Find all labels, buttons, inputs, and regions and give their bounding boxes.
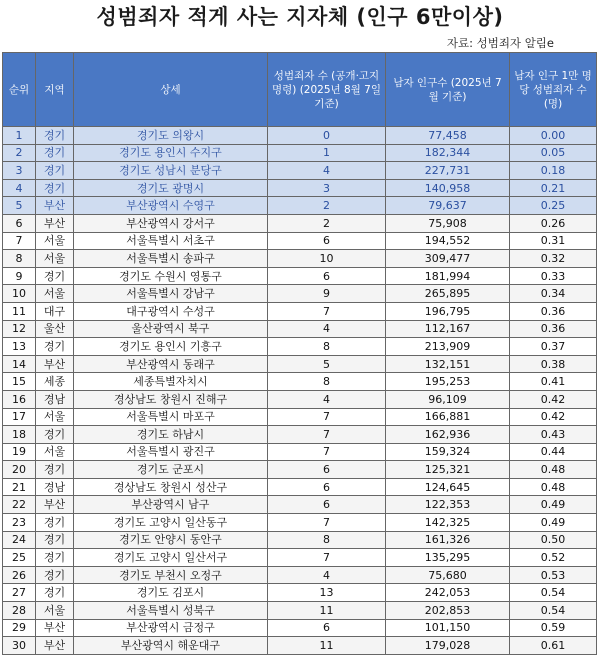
cell-per-10k: 0.48 — [510, 478, 597, 496]
cell-male-population: 309,477 — [386, 250, 510, 268]
cell-detail: 경기도 고양시 일산서구 — [74, 549, 268, 567]
cell-male-population: 159,324 — [386, 443, 510, 461]
cell-male-population: 195,253 — [386, 373, 510, 391]
cell-male-population: 75,680 — [386, 566, 510, 584]
cell-rank: 30 — [3, 637, 36, 655]
cell-region: 경기 — [36, 267, 74, 285]
cell-male-population: 96,109 — [386, 390, 510, 408]
cell-detail: 경상남도 창원시 진해구 — [74, 390, 268, 408]
cell-region: 부산 — [36, 619, 74, 637]
cell-detail: 경기도 김포시 — [74, 584, 268, 602]
cell-offenders: 9 — [268, 285, 386, 303]
page-title: 성범죄자 적게 사는 지자체 (인구 6만이상) — [96, 5, 504, 29]
cell-region: 부산 — [36, 355, 74, 373]
header-offenders: 성범죄자 수 (공개·고지 명령) (2025년 8월 7일 기준) — [268, 53, 386, 127]
cell-male-population: 101,150 — [386, 619, 510, 637]
cell-offenders: 8 — [268, 373, 386, 391]
table-row — [3, 197, 597, 215]
cell-offenders: 6 — [268, 619, 386, 637]
cell-rank: 8 — [3, 250, 36, 268]
cell-detail: 경기도 안양시 동안구 — [74, 531, 268, 549]
cell-rank: 12 — [3, 320, 36, 338]
cell-rank: 14 — [3, 355, 36, 373]
cell-male-population: 122,353 — [386, 496, 510, 514]
cell-detail: 서울특별시 성북구 — [74, 602, 268, 620]
cell-offenders: 7 — [268, 549, 386, 567]
cell-rank: 21 — [3, 478, 36, 496]
cell-rank: 11 — [3, 302, 36, 320]
cell-offenders: 6 — [268, 496, 386, 514]
cell-per-10k: 0.18 — [510, 162, 597, 180]
cell-detail: 경기도 용인시 수지구 — [74, 144, 268, 162]
header-per-10k: 남자 인구 1만 명 당 성범죄자 수 (명) — [510, 53, 597, 127]
table-row — [3, 426, 597, 444]
header-detail: 상세 — [74, 53, 268, 127]
cell-region: 경기 — [36, 461, 74, 479]
cell-offenders: 8 — [268, 531, 386, 549]
cell-per-10k: 0.50 — [510, 531, 597, 549]
cell-detail: 경기도 의왕시 — [74, 127, 268, 145]
cell-detail: 대구광역시 수성구 — [74, 302, 268, 320]
cell-per-10k: 0.52 — [510, 549, 597, 567]
cell-per-10k: 0.54 — [510, 602, 597, 620]
table-row — [3, 514, 597, 532]
cell-detail: 서울특별시 마포구 — [74, 408, 268, 426]
cell-rank: 16 — [3, 390, 36, 408]
cell-region: 대구 — [36, 302, 74, 320]
cell-per-10k: 0.54 — [510, 584, 597, 602]
cell-rank: 6 — [3, 214, 36, 232]
cell-detail: 경상남도 창원시 성산구 — [74, 478, 268, 496]
table-row — [3, 355, 597, 373]
header-row — [3, 53, 597, 127]
cell-offenders: 2 — [268, 214, 386, 232]
cell-detail: 울산광역시 북구 — [74, 320, 268, 338]
cell-per-10k: 0.21 — [510, 179, 597, 197]
cell-offenders: 4 — [268, 566, 386, 584]
cell-detail: 경기도 용인시 기흥구 — [74, 338, 268, 356]
cell-male-population: 125,321 — [386, 461, 510, 479]
table-row — [3, 320, 597, 338]
table-row — [3, 338, 597, 356]
table-row — [3, 619, 597, 637]
table-row — [3, 144, 597, 162]
cell-offenders: 6 — [268, 461, 386, 479]
cell-detail: 부산광역시 동래구 — [74, 355, 268, 373]
cell-rank: 1 — [3, 127, 36, 145]
cell-region: 부산 — [36, 214, 74, 232]
cell-male-population: 181,994 — [386, 267, 510, 285]
cell-detail: 경기도 하남시 — [74, 426, 268, 444]
cell-region: 경남 — [36, 478, 74, 496]
cell-region: 경기 — [36, 162, 74, 180]
cell-region: 서울 — [36, 250, 74, 268]
table-row — [3, 285, 597, 303]
cell-region: 경기 — [36, 179, 74, 197]
cell-male-population: 227,731 — [386, 162, 510, 180]
cell-rank: 2 — [3, 144, 36, 162]
cell-per-10k: 0.49 — [510, 514, 597, 532]
table-row — [3, 496, 597, 514]
cell-per-10k: 0.36 — [510, 302, 597, 320]
cell-male-population: 77,458 — [386, 127, 510, 145]
cell-offenders: 7 — [268, 302, 386, 320]
cell-region: 경기 — [36, 566, 74, 584]
cell-rank: 28 — [3, 602, 36, 620]
cell-male-population: 196,795 — [386, 302, 510, 320]
table-row — [3, 267, 597, 285]
table-row — [3, 179, 597, 197]
cell-rank: 25 — [3, 549, 36, 567]
cell-male-population: 194,552 — [386, 232, 510, 250]
cell-per-10k: 0.31 — [510, 232, 597, 250]
cell-male-population: 135,295 — [386, 549, 510, 567]
cell-region: 서울 — [36, 285, 74, 303]
cell-region: 서울 — [36, 443, 74, 461]
cell-offenders: 1 — [268, 144, 386, 162]
table-header — [3, 53, 597, 127]
cell-per-10k: 0.37 — [510, 338, 597, 356]
cell-rank: 29 — [3, 619, 36, 637]
cell-rank: 19 — [3, 443, 36, 461]
cell-rank: 7 — [3, 232, 36, 250]
cell-male-population: 75,908 — [386, 214, 510, 232]
cell-male-population: 162,936 — [386, 426, 510, 444]
cell-detail: 경기도 광명시 — [74, 179, 268, 197]
table-row — [3, 461, 597, 479]
cell-region: 경기 — [36, 144, 74, 162]
cell-offenders: 6 — [268, 232, 386, 250]
cell-offenders: 0 — [268, 127, 386, 145]
cell-per-10k: 0.49 — [510, 496, 597, 514]
cell-per-10k: 0.48 — [510, 461, 597, 479]
cell-rank: 27 — [3, 584, 36, 602]
cell-region: 부산 — [36, 197, 74, 215]
cell-per-10k: 0.05 — [510, 144, 597, 162]
cell-male-population: 142,325 — [386, 514, 510, 532]
cell-male-population: 140,958 — [386, 179, 510, 197]
cell-offenders: 2 — [268, 197, 386, 215]
cell-offenders: 13 — [268, 584, 386, 602]
cell-rank: 13 — [3, 338, 36, 356]
source-note: 자료: 성범죄자 알림e — [446, 36, 554, 50]
cell-detail: 부산광역시 수영구 — [74, 197, 268, 215]
table-row — [3, 408, 597, 426]
cell-offenders: 8 — [268, 338, 386, 356]
cell-offenders: 4 — [268, 320, 386, 338]
cell-detail: 부산광역시 해운대구 — [74, 637, 268, 655]
cell-offenders: 6 — [268, 267, 386, 285]
cell-offenders: 11 — [268, 602, 386, 620]
table-row — [3, 478, 597, 496]
cell-male-population: 202,853 — [386, 602, 510, 620]
cell-offenders: 7 — [268, 514, 386, 532]
table-row — [3, 566, 597, 584]
cell-region: 부산 — [36, 637, 74, 655]
table-row — [3, 250, 597, 268]
table-row — [3, 232, 597, 250]
cell-per-10k: 0.59 — [510, 619, 597, 637]
cell-offenders: 5 — [268, 355, 386, 373]
cell-rank: 20 — [3, 461, 36, 479]
cell-offenders: 7 — [268, 426, 386, 444]
cell-region: 울산 — [36, 320, 74, 338]
cell-detail: 경기도 고양시 일산동구 — [74, 514, 268, 532]
cell-rank: 18 — [3, 426, 36, 444]
table-row — [3, 162, 597, 180]
table-row — [3, 584, 597, 602]
cell-rank: 24 — [3, 531, 36, 549]
table-row — [3, 390, 597, 408]
cell-offenders: 7 — [268, 408, 386, 426]
cell-detail: 부산광역시 금정구 — [74, 619, 268, 637]
cell-rank: 26 — [3, 566, 36, 584]
cell-detail: 경기도 성남시 분당구 — [74, 162, 268, 180]
cell-offenders: 6 — [268, 478, 386, 496]
cell-per-10k: 0.61 — [510, 637, 597, 655]
cell-offenders: 11 — [268, 637, 386, 655]
cell-per-10k: 0.32 — [510, 250, 597, 268]
cell-detail: 서울특별시 서초구 — [74, 232, 268, 250]
table-row — [3, 549, 597, 567]
ranking-table — [2, 52, 597, 655]
cell-detail: 서울특별시 송파구 — [74, 250, 268, 268]
cell-male-population: 112,167 — [386, 320, 510, 338]
cell-male-population: 213,909 — [386, 338, 510, 356]
cell-per-10k: 0.43 — [510, 426, 597, 444]
cell-male-population: 132,151 — [386, 355, 510, 373]
cell-per-10k: 0.41 — [510, 373, 597, 391]
cell-per-10k: 0.42 — [510, 390, 597, 408]
cell-region: 경기 — [36, 127, 74, 145]
cell-male-population: 182,344 — [386, 144, 510, 162]
cell-region: 경기 — [36, 549, 74, 567]
cell-rank: 9 — [3, 267, 36, 285]
cell-detail: 서울특별시 광진구 — [74, 443, 268, 461]
header-region: 지역 — [36, 53, 74, 127]
table-row — [3, 531, 597, 549]
cell-rank: 15 — [3, 373, 36, 391]
table-row — [3, 302, 597, 320]
cell-male-population: 79,637 — [386, 197, 510, 215]
cell-offenders: 3 — [268, 179, 386, 197]
cell-per-10k: 0.53 — [510, 566, 597, 584]
cell-per-10k: 0.36 — [510, 320, 597, 338]
cell-rank: 3 — [3, 162, 36, 180]
table-row — [3, 443, 597, 461]
table-row — [3, 637, 597, 655]
cell-rank: 5 — [3, 197, 36, 215]
cell-region: 세종 — [36, 373, 74, 391]
cell-rank: 22 — [3, 496, 36, 514]
cell-detail: 서울특별시 강남구 — [74, 285, 268, 303]
cell-offenders: 10 — [268, 250, 386, 268]
cell-per-10k: 0.26 — [510, 214, 597, 232]
cell-region: 경기 — [36, 426, 74, 444]
cell-detail: 경기도 부천시 오정구 — [74, 566, 268, 584]
cell-region: 경기 — [36, 531, 74, 549]
table-row — [3, 602, 597, 620]
cell-per-10k: 0.25 — [510, 197, 597, 215]
cell-region: 경기 — [36, 514, 74, 532]
cell-offenders: 4 — [268, 390, 386, 408]
header-rank: 순위 — [3, 53, 36, 127]
cell-male-population: 166,881 — [386, 408, 510, 426]
cell-region: 서울 — [36, 408, 74, 426]
cell-offenders: 4 — [268, 162, 386, 180]
cell-detail: 경기도 수원시 영통구 — [74, 267, 268, 285]
cell-region: 경기 — [36, 338, 74, 356]
cell-per-10k: 0.34 — [510, 285, 597, 303]
table-row — [3, 127, 597, 145]
cell-male-population: 179,028 — [386, 637, 510, 655]
cell-per-10k: 0.42 — [510, 408, 597, 426]
cell-offenders: 7 — [268, 443, 386, 461]
cell-male-population: 242,053 — [386, 584, 510, 602]
table-body — [3, 127, 597, 655]
cell-rank: 4 — [3, 179, 36, 197]
cell-per-10k: 0.44 — [510, 443, 597, 461]
cell-male-population: 265,895 — [386, 285, 510, 303]
cell-region: 부산 — [36, 496, 74, 514]
cell-detail: 부산광역시 강서구 — [74, 214, 268, 232]
cell-detail: 부산광역시 남구 — [74, 496, 268, 514]
cell-rank: 23 — [3, 514, 36, 532]
cell-per-10k: 0.38 — [510, 355, 597, 373]
cell-detail: 경기도 군포시 — [74, 461, 268, 479]
cell-per-10k: 0.00 — [510, 127, 597, 145]
cell-male-population: 161,326 — [386, 531, 510, 549]
cell-region: 경기 — [36, 584, 74, 602]
cell-region: 경남 — [36, 390, 74, 408]
cell-male-population: 124,645 — [386, 478, 510, 496]
cell-region: 서울 — [36, 232, 74, 250]
cell-detail: 세종특별자치시 — [74, 373, 268, 391]
header-male-population: 남자 인구수 (2025년 7월 기준) — [386, 53, 510, 127]
table-row — [3, 373, 597, 391]
cell-per-10k: 0.33 — [510, 267, 597, 285]
table-row — [3, 214, 597, 232]
cell-rank: 10 — [3, 285, 36, 303]
cell-region: 서울 — [36, 602, 74, 620]
cell-rank: 17 — [3, 408, 36, 426]
